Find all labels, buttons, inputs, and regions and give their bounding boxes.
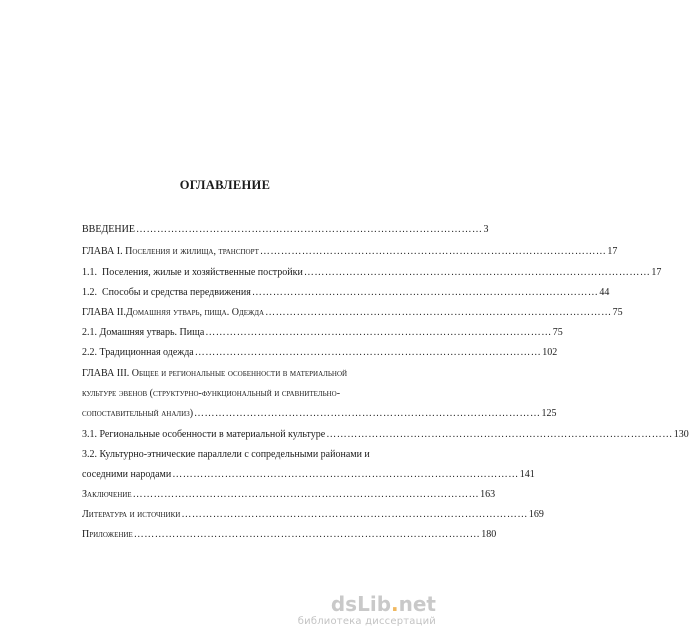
toc-leader-dots: ………………………………………………………………………………………: [326, 429, 673, 440]
toc-leader-dots: ………………………………………………………………………………………: [135, 224, 483, 235]
toc-entry-label: ВВЕДЕНИЕ: [82, 224, 135, 235]
toc-entry-section-3-2[interactable]: [82, 469, 535, 481]
toc-leader-dots: ………………………………………………………………………………………: [133, 529, 481, 540]
toc-entry-literature[interactable]: [82, 509, 544, 521]
toc-entry-section-1-2[interactable]: [82, 287, 610, 299]
toc-leader-dots: ………………………………………………………………………………………: [265, 307, 612, 318]
toc-section-number: 1.1.: [82, 267, 97, 278]
toc-entry-label: Заключение: [82, 489, 132, 500]
toc-page-number: 180: [481, 529, 497, 540]
toc-entry-chapter-2[interactable]: [82, 307, 623, 319]
toc-page-number: 169: [528, 509, 544, 520]
toc-section-number: 1.2.: [82, 287, 97, 298]
toc-entry-section-1-1[interactable]: [82, 267, 662, 279]
toc-page-number: 102: [542, 347, 558, 358]
toc-entry-conclusion[interactable]: [82, 489, 496, 501]
toc-leader-dots: ………………………………………………………………………………………: [194, 408, 541, 419]
toc-entry-chapter-1[interactable]: [82, 246, 618, 258]
toc-entry-label: Способы и средства передвижения: [102, 287, 251, 298]
toc-entry-chapter-3-line-2: культуре эвенов (структурно-функциональный и сравнительно-: [82, 388, 341, 399]
toc-entry-label: сопоставительный анализ): [82, 408, 194, 419]
toc-entry-section-2-1[interactable]: [82, 327, 563, 339]
toc-entry-label: соседними народами: [82, 469, 172, 480]
toc-entry-section-3-1[interactable]: [82, 429, 689, 441]
dslib-watermark-logo[interactable]: [298, 594, 436, 627]
toc-entry-chapter-3-line-1: ГЛАВА III. Общее и региональные особенности в материальной: [82, 368, 348, 379]
toc-page-number: 141: [519, 469, 535, 480]
toc-entry-chapter-3[interactable]: [82, 408, 557, 420]
toc-entry-label: Поселения, жилые и хозяйственные постройки: [102, 267, 303, 278]
toc-entry-label: Приложение: [82, 529, 133, 540]
toc-page-number: 125: [541, 408, 557, 419]
toc-leader-dots: ………………………………………………………………………………………: [205, 327, 552, 338]
watermark-logo-text: dsLib.net: [330, 592, 436, 616]
toc-leader-dots: ………………………………………………………………………………………: [181, 509, 528, 520]
toc-leader-dots: ………………………………………………………………………………………: [132, 489, 480, 500]
toc-entry-introduction[interactable]: [82, 224, 489, 236]
toc-entry-appendix[interactable]: [82, 529, 497, 541]
toc-leader-dots: ………………………………………………………………………………………: [251, 287, 599, 298]
toc-leader-dots: ………………………………………………………………………………………: [172, 469, 519, 480]
toc-leader-dots: ………………………………………………………………………………………: [303, 267, 651, 278]
toc-leader-dots: ………………………………………………………………………………………: [259, 246, 607, 257]
toc-page-number: 75: [612, 307, 623, 318]
toc-page-number: 3: [483, 224, 489, 235]
toc-entry-label: Литература и источники: [82, 509, 181, 520]
toc-page-number: 17: [607, 246, 618, 257]
toc-page-number: 75: [552, 327, 563, 338]
toc-entry-label: 2.2. Традиционная одежда: [82, 347, 194, 358]
toc-leader-dots: ………………………………………………………………………………………: [194, 347, 542, 358]
toc-entry-label: ГЛАВА I. Поселения и жилища, транспорт: [82, 246, 259, 257]
page-title: ОГЛАВЛЕНИЕ: [179, 178, 271, 192]
watermark-subtitle: библиотека диссертаций: [297, 616, 436, 627]
toc-entry-label: ГЛАВА II.Домашняя утварь, пища. Одежда: [82, 307, 265, 318]
toc-entry-section-3-2-line-1: 3.2. Культурно-этнические параллели с сопредельными районами и: [82, 449, 370, 460]
toc-entry-label: 2.1. Домашняя утварь. Пища: [82, 327, 205, 338]
toc-page-number: 17: [651, 267, 662, 278]
toc-page-number: 130: [673, 429, 689, 440]
toc-entry-label: 3.1. Региональные особенности в материальной культуре: [82, 429, 326, 440]
toc-page-number: 163: [480, 489, 496, 500]
toc-entry-section-2-2[interactable]: [82, 347, 558, 359]
toc-page-number: 44: [599, 287, 610, 298]
